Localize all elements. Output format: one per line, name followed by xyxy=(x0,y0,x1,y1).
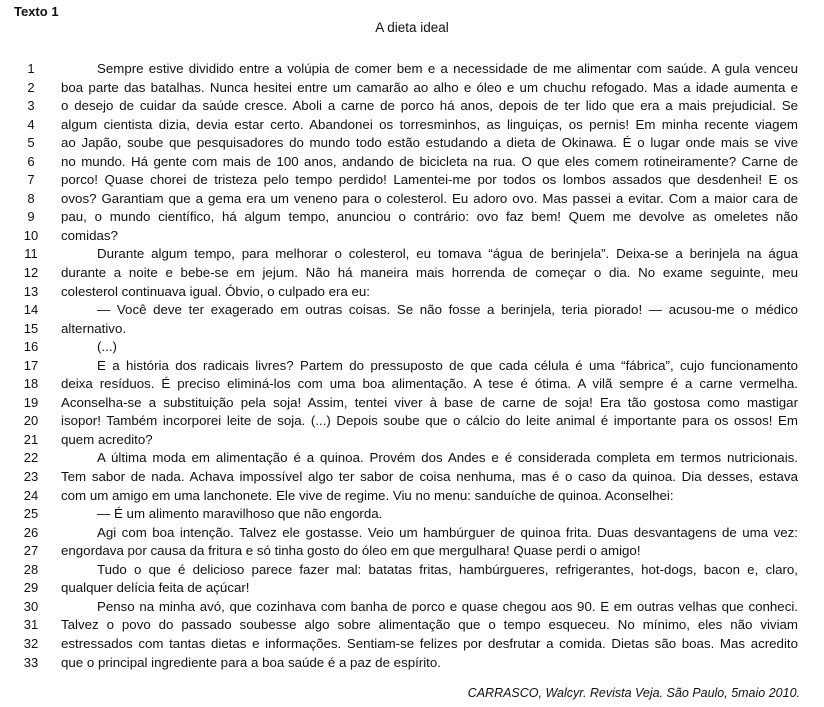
line-text: Aconselha-se a substituição pela soja! Assim, tentei viver à base de carne de soja! Era tão gostosa como mastigar xyxy=(61,394,798,410)
text-line xyxy=(0,283,824,302)
line-number: 16 xyxy=(23,339,39,355)
line-number: 7 xyxy=(27,172,35,188)
text-line xyxy=(0,616,824,635)
line-text: boa parte das batalhas. Nunca hesitei entre um camarão ao alho e óleo e um chuchu refogado. Mas a idade aumenta e xyxy=(61,79,798,95)
line-number: 8 xyxy=(27,190,35,206)
line-text: Tem sabor de nada. Achava impossível algo ter sabor de coisa nenhuma, mas é o caso da quinoa. Dia desses, estava xyxy=(61,469,798,485)
text-line xyxy=(0,431,824,450)
line-number: 3 xyxy=(27,98,35,114)
line-text: colesterol continuava igual. Óbvio, o culpado era eu: xyxy=(61,283,370,299)
line-text: comidas? xyxy=(61,227,118,243)
text-line xyxy=(0,190,824,209)
line-number: 24 xyxy=(23,487,39,503)
line-text: algum cientista dizia, devia estar certo. Abandonei os torresminhos, as linguiças, os pernis! Em minha recente viagem xyxy=(61,116,798,132)
text-line xyxy=(0,79,824,98)
text-line xyxy=(0,60,824,79)
line-number: 5 xyxy=(27,135,35,151)
citation: CARRASCO, Walcyr. Revista Veja. São Paulo, 5maio 2010. xyxy=(467,686,800,700)
line-number: 15 xyxy=(23,320,39,336)
line-number: 20 xyxy=(23,413,39,429)
text-line xyxy=(0,654,824,673)
line-number: 27 xyxy=(23,543,39,559)
line-text: A última moda em alimentação é a quinoa. Provém dos Andes e é considerada completa em termos nutricionais. xyxy=(97,450,798,466)
text-line xyxy=(0,320,824,339)
line-number: 31 xyxy=(23,617,39,633)
line-number: 23 xyxy=(23,469,39,485)
line-number: 25 xyxy=(23,506,39,522)
text-line xyxy=(0,357,824,376)
line-text: ao Japão, soube que pesquisadores do mundo todo estão estudando a dieta de Okinawa. É o lugar onde mais se vive xyxy=(61,135,798,151)
text-line xyxy=(0,505,824,524)
text-line xyxy=(0,598,824,617)
text-line xyxy=(0,97,824,116)
line-number: 29 xyxy=(23,580,39,596)
text-line xyxy=(0,301,824,320)
text-line xyxy=(0,394,824,413)
line-text: Durante algum tempo, para melhorar o colesterol, eu tomava “água de berinjela”. Deixa-se a berinjela na água xyxy=(97,246,798,262)
text-line xyxy=(0,524,824,543)
line-text: — Você deve ter exagerado em outras coisas. Se não fosse a berinjela, teria piorado! — acusou-me o médico xyxy=(97,302,798,318)
text-line xyxy=(0,134,824,153)
line-number: 12 xyxy=(23,265,39,281)
article-body xyxy=(0,60,824,672)
line-number: 19 xyxy=(23,394,39,410)
line-number: 6 xyxy=(27,153,35,169)
line-number: 26 xyxy=(23,524,39,540)
line-text: ovos? Garantiam que a gema era um veneno para o colesterol. Eu adoro ovo. Mas passei a evitar. Com a maior cara de xyxy=(61,190,798,206)
line-number: 21 xyxy=(23,431,39,447)
line-text: que o principal ingrediente para a boa saúde é a paz de espírito. xyxy=(61,654,441,670)
line-text: o desejo de cuidar da saúde cresce. Aboli a carne de porco há anos, depois de ter lido que era a mais prejudicial. Se xyxy=(61,98,798,114)
text-line xyxy=(0,542,824,561)
text-line xyxy=(0,227,824,246)
line-number: 32 xyxy=(23,635,39,651)
line-text: alternativo. xyxy=(61,320,127,336)
line-number: 28 xyxy=(23,561,39,577)
text-line xyxy=(0,412,824,431)
text-line xyxy=(0,375,824,394)
line-text: E a história dos radicais livres? Partem do pressuposto de que cada célula é uma “fábrica”, cujo funcionamento xyxy=(97,357,798,373)
text-line xyxy=(0,468,824,487)
line-text: Talvez o povo do passado soubesse algo sobre alimentação que o tempo esqueceu. No mínimo, eles não viviam xyxy=(61,617,798,633)
line-number: 30 xyxy=(23,598,39,614)
line-text: (...) xyxy=(97,339,117,355)
line-text: Penso na minha avó, que cozinhava com banha de porco e quase chegou aos 90. E em outras velhas que conheci. xyxy=(97,598,798,614)
line-text: quem acredito? xyxy=(61,431,153,447)
line-number: 17 xyxy=(23,357,39,373)
line-number: 18 xyxy=(23,376,39,392)
line-text: com um amigo em uma lanchonete. Ele vive de regime. Viu no menu: sanduíche de quinoa. Aconselhei: xyxy=(61,487,674,503)
line-number: 14 xyxy=(23,302,39,318)
text-line xyxy=(0,338,824,357)
text-line xyxy=(0,245,824,264)
text-label: Texto 1 xyxy=(14,4,59,19)
line-text: Sempre estive dividido entre a volúpia de comer bem e a necessidade de me alimentar com saúde. A gula venceu xyxy=(97,61,798,76)
text-line xyxy=(0,487,824,506)
line-number: 33 xyxy=(23,654,39,670)
line-number: 11 xyxy=(24,246,38,262)
line-text: durante a noite e bebe-se em jejum. Não há maneira mais horrenda de começar o dia. No exame seguinte, meu xyxy=(61,265,798,281)
line-text: Agi com boa intenção. Talvez ele gostasse. Veio um hambúrguer de quinoa frita. Duas desvantagens de uma vez: xyxy=(97,524,798,540)
text-line xyxy=(0,116,824,135)
text-line xyxy=(0,561,824,580)
text-line xyxy=(0,208,824,227)
line-text: engordava por causa da fritura e só tinha gosto do óleo em que mergulhara! Quase perdi o amigo! xyxy=(61,543,641,559)
text-line xyxy=(0,153,824,172)
line-text: no mundo. Há gente com mais de 100 anos, andando de bicicleta na rua. O que eles comem rotineiramente? Carne de xyxy=(61,153,798,169)
line-number: 1 xyxy=(27,61,35,76)
text-line xyxy=(0,449,824,468)
line-text: Tudo o que é delicioso parece fazer mal: batatas fritas, hambúrgueres, refrigerantes, hot-dogs, bacon e, claro, xyxy=(97,561,798,577)
line-text: isopor! Também incorporei leite de soja. (...) Depois soube que o cálcio do leite animal é importante para os ossos! Em xyxy=(61,413,798,429)
line-text: — É um alimento maravilhoso que não engorda. xyxy=(97,506,383,522)
line-number: 10 xyxy=(23,227,39,243)
text-line xyxy=(0,171,824,190)
text-line xyxy=(0,635,824,654)
line-number: 4 xyxy=(27,116,35,132)
article-title: A dieta ideal xyxy=(375,20,449,35)
text-line xyxy=(0,579,824,598)
line-number: 2 xyxy=(27,79,35,95)
line-text: deixa resíduos. É preciso eliminá-los com uma boa alimentação. A tese é ótima. A vilã sempre é a carne vermelha. xyxy=(61,376,798,392)
line-number: 13 xyxy=(23,283,39,299)
line-number: 9 xyxy=(27,209,35,225)
line-number: 22 xyxy=(23,450,39,466)
line-text: pau, o mundo científico, há algum tempo, anunciou o contrário: ovo faz bem! Quem me devolve as omeletes não xyxy=(61,209,798,225)
text-line xyxy=(0,264,824,283)
line-text: estressados com tantas dietas e informações. Sentiam-se felizes por desfrutar a comida. Dietas são boas. Mas acredito xyxy=(61,635,798,651)
line-text: qualquer delícia feita de açúcar! xyxy=(61,580,250,596)
line-text: porco! Quase chorei de tristeza pelo tempo perdido! Lamentei-me por todos os lombos assados que desdenhei! E os xyxy=(61,172,798,188)
